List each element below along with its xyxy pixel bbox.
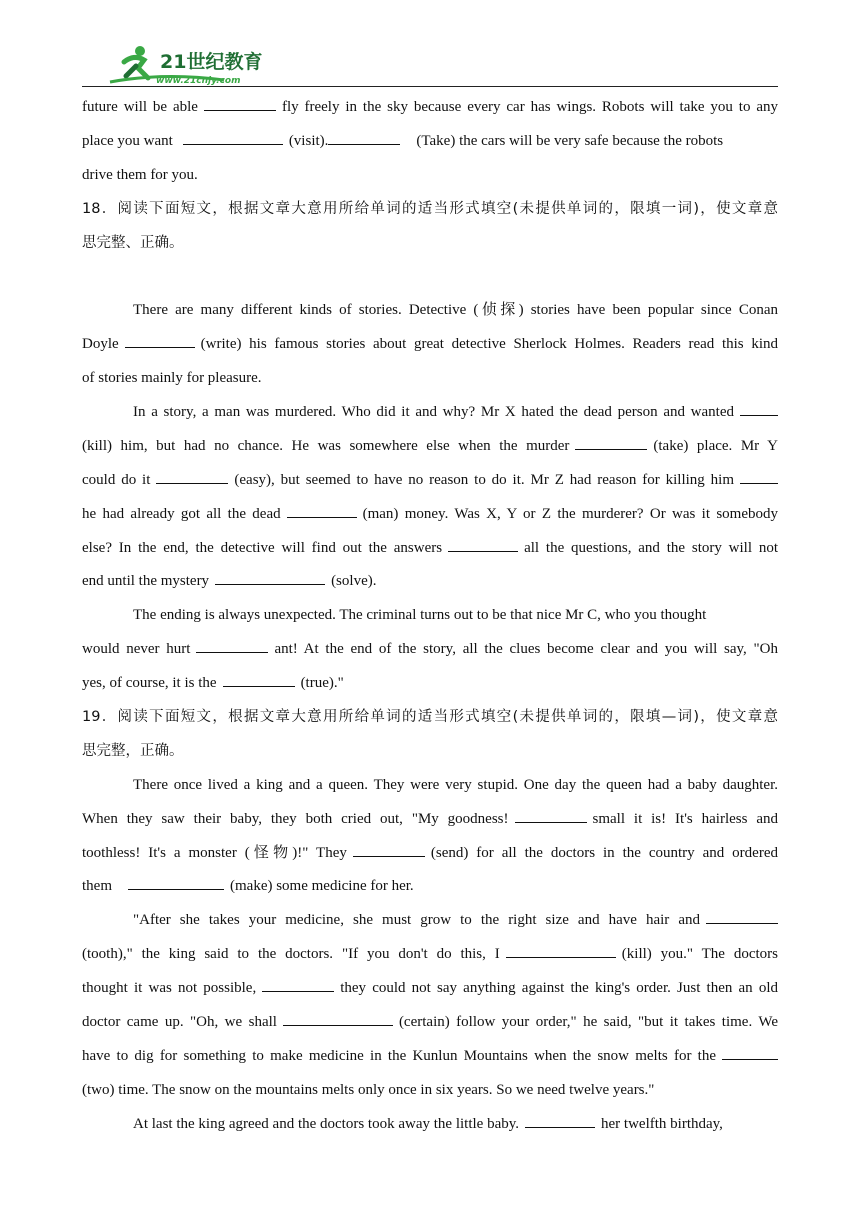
text-line: them (make) some medicine for her. [82,870,778,904]
text-line: (kill) him, but had no chance. He was somewhere else when the murder (take) place. Mr Y [82,430,778,464]
answer-blank[interactable] [722,1044,778,1060]
answer-blank[interactable] [128,874,224,890]
answer-blank[interactable] [223,671,295,687]
text-line: future will be able fly freely in the sky because every car has wings. Robots will take you to any [82,91,778,125]
answer-blank[interactable] [283,1010,393,1026]
text-line: thought it was not possible, they could not say anything against the king's order. Just then an old [82,972,778,1006]
answer-blank[interactable] [525,1112,595,1128]
answer-blank[interactable] [125,332,195,348]
question-heading: 18．阅读下面短文，根据文章大意用所给单词的适当形式填空(未提供单词的，限填一词)，使文章意 [82,200,778,217]
text-line: (tooth)," the king said to the doctors. "If you don't do this, I (kill) you." The doctors [82,938,778,972]
text-line: There once lived a king and a queen. They were very stupid. One day the queen had a baby daughter. [133,776,778,793]
answer-blank[interactable] [448,536,518,552]
text-line: When they saw their baby, they both cried out, "My goodness! small it is! It's hairless and [82,803,778,837]
text-line: There are many different kinds of stories. Detective (侦探) stories have been popular since Conan [133,302,778,319]
answer-blank[interactable] [215,569,325,585]
text-line: The ending is always unexpected. The criminal turns out to be that nice Mr C, who you thought [133,607,707,624]
text-line: At last the king agreed and the doctors took away the little baby. her twelfth birthday, [82,1108,778,1142]
text-line: else? In the end, the detective will find out the answers all the questions, and the story will not [82,532,778,566]
text-line: end until the mystery (solve). [82,565,778,599]
text-line: In a story, a man was murdered. Who did it and why? Mr X hated the dead person and wanted [82,396,778,430]
page-header [82,40,778,86]
question-heading: 思完整，正确。 [82,742,184,759]
text-line: have to dig for something to make medicine in the Kunlun Mountains when the snow melts for the [82,1040,778,1074]
answer-blank[interactable] [204,95,276,111]
answer-blank[interactable] [575,434,647,450]
logo-21cnjy [104,42,274,86]
text-line: place you want (visit). (Take) the cars will be very safe because the robots [82,125,778,159]
text-line: doctor came up. "Oh, we shall (certain) follow your order," he said, "but it takes time. We [82,1006,778,1040]
text-line: he had already got all the dead (man) money. Was X, Y or Z the murderer? Or was it somebody [82,498,778,532]
answer-blank[interactable] [515,807,587,823]
text-line: Doyle (write) his famous stories about great detective Sherlock Holmes. Readers read this kind [82,328,778,362]
text-line: of stories mainly for pleasure. [82,370,262,387]
answer-blank[interactable] [328,129,400,145]
document-body [82,91,778,1142]
logo-url: www.21cnjy.com [156,76,241,86]
answer-blank[interactable] [353,841,425,857]
text-line: yes, of course, it is the (true)." [82,667,778,701]
answer-blank[interactable] [740,400,778,416]
text-line: toothless! It's a monster (怪物)!" They (send) for all the doctors in the country and ordered [82,837,778,871]
text-line: "After she takes your medicine, she must grow to the right size and have hair and [82,904,778,938]
answer-blank[interactable] [196,637,268,653]
answer-blank[interactable] [262,976,334,992]
answer-blank[interactable] [706,908,778,924]
answer-blank[interactable] [156,468,228,484]
text-line: (two) time. The snow on the mountains melts only once in six years. So we need twelve years." [82,1081,655,1098]
question-heading: 19．阅读下面短文，根据文章大意用所给单词的适当形式填空(未提供单词的，限填—词)，使文章意 [82,709,778,726]
text-line: would never hurt ant! At the end of the story, all the clues become clear and you will say, "Oh [82,633,778,667]
answer-blank[interactable] [287,502,357,518]
answer-blank[interactable] [506,942,616,958]
text-line: could do it (easy), but seemed to have no reason to do it. Mr Z had reason for killing him [82,464,778,498]
answer-blank[interactable] [740,468,778,484]
question-heading: 思完整、正确。 [82,234,184,251]
header-rule [82,86,778,87]
logo-title: 21世纪教育 [160,51,263,73]
answer-blank[interactable] [183,129,283,145]
text-line: drive them for you. [82,166,198,183]
